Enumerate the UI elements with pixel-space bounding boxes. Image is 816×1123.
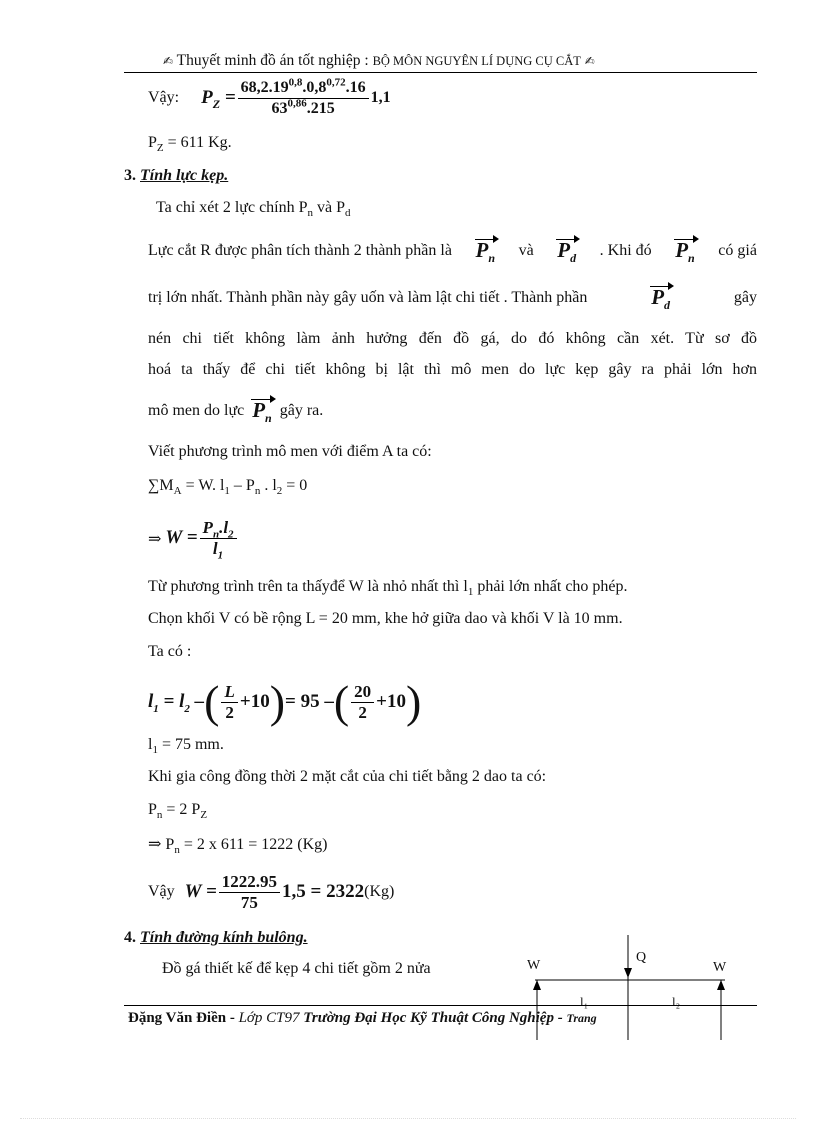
vector-pd: $P_d$: [557, 238, 577, 266]
eq-label: Vậy:: [148, 89, 180, 106]
vector-pn-3: $P_n$: [252, 398, 272, 426]
moment-equation: $\sum M_A = W$. $l_1 - P_n$ . $l_2 = 0$: [148, 477, 308, 498]
l1-equation: $l_1 = l_2$ – ( $\frac{L}{2}$ +10 ) = 95 – ( $\frac{20}{2}$ +10 ): [148, 676, 422, 727]
diagram-l2: l₂: [672, 994, 681, 1009]
header-department: BỘ MÔN NGUYÊN LÍ DỤNG CỤ CẮT: [372, 54, 581, 68]
pz-sub: Z: [212, 96, 221, 111]
gia-cong-text: Khi gia công đồng thời 2 mặt cắt của chi tiết bằng 2 dao ta có:: [148, 768, 547, 785]
diagram-l1: l₁: [580, 994, 589, 1009]
choose-v-block: Chọn khối V có bề rộng L = 20 mm, khe hở giữa dao và khối V là 10 mm.: [148, 610, 623, 627]
l1-result: $l_1 = 75$ mm.: [148, 736, 224, 757]
s3-line2: trị lớn nhất. Thành phần này gây uốn và làm lật chi tiết . Thành phần $P_d$ gây: [148, 285, 757, 313]
diagram-w-right: W: [713, 960, 727, 975]
page-footer: Đặng Văn Điền - Lớp CT97 Trường Đại Học Kỹ Thuật Công Nghiệp - Trang: [128, 1010, 597, 1026]
pn-eq1: $P_n = 2$ $P_Z$: [148, 801, 208, 822]
vector-pd-2: $P_d$: [651, 285, 671, 313]
pz-symbol: P: [201, 87, 213, 108]
s3-line4: hoá ta thấy để chi tiết không bị lật thì mô men do lực kẹp gây ra phải lớn hơn: [148, 361, 757, 378]
bottom-dotted-border: [20, 1118, 796, 1119]
moment-intro: Viết phương trình mô men với điểm A ta có:: [148, 443, 432, 460]
header-title: Thuyết minh đồ án tốt nghiệp :: [176, 52, 373, 69]
s3-line3: nén chi tiết không làm ảnh hưởng đến đồ gá, do đó không cần xét. Từ sơ đồ: [148, 330, 757, 347]
pen-icon: ✍: [163, 54, 174, 68]
diagram-q: Q: [636, 950, 647, 965]
pz-fraction: $\frac{68,2.19^{0,8}.0,8^{0,72}.16}{63^{0,86}.215}$: [238, 79, 369, 118]
s3-intro: Ta chỉ xét 2 lực chính $P_n$ và $P_d$: [156, 199, 351, 220]
pz-factor: 1,1: [370, 89, 391, 106]
s3-line1: Lực cắt R được phân tích thành 2 thành phần là $P_n$ và $P_d$ . Khi đó $P_n$ có giá: [148, 238, 757, 266]
pz-result: $P_Z = 611$ Kg.: [148, 134, 232, 155]
diagram-w-left: W: [527, 958, 541, 973]
header-rule: [124, 72, 757, 73]
pen-icon-right: ✍: [584, 54, 595, 68]
section-4-heading: 4. Tính đường kính bulông.: [124, 929, 308, 946]
pn-eq2: ⇒ $P_n = 2$ x 611 = 1222 (Kg): [148, 834, 328, 857]
l1-explanation: Từ phương trình trên ta thấyđể W là nhỏ nhất thì $l_1$ phải lớn nhất cho phép.: [148, 578, 628, 599]
footer-rule: [124, 1005, 757, 1006]
s4-text: Đồ gá thiết kế để kẹp 4 chi tiết gồm 2 nửa: [162, 960, 431, 977]
pz-equation: Vậy: $P_Z$ = $\frac{68,2.19^{0,8}.0,8^{0,72}.16}{63^{0,86}.215}$ 1,1: [148, 76, 391, 117]
w-result: Vậy W = $\frac{1222.95}{75}$ 1,5 = 2322 (Kg): [148, 871, 395, 912]
page-header: [163, 52, 595, 70]
vector-pn-2: $P_n$: [675, 238, 695, 266]
section-3-heading: 3. Tính lực kẹp.: [124, 167, 229, 184]
s3-line5: mô men do lực $P_n$ gây ra.: [148, 398, 324, 426]
vector-pn: $P_n$: [475, 238, 496, 266]
w-equation: ⇒ W = $\frac{P_n.l_2}{l_1}$: [148, 508, 239, 568]
ta-co: Ta có :: [148, 643, 192, 660]
